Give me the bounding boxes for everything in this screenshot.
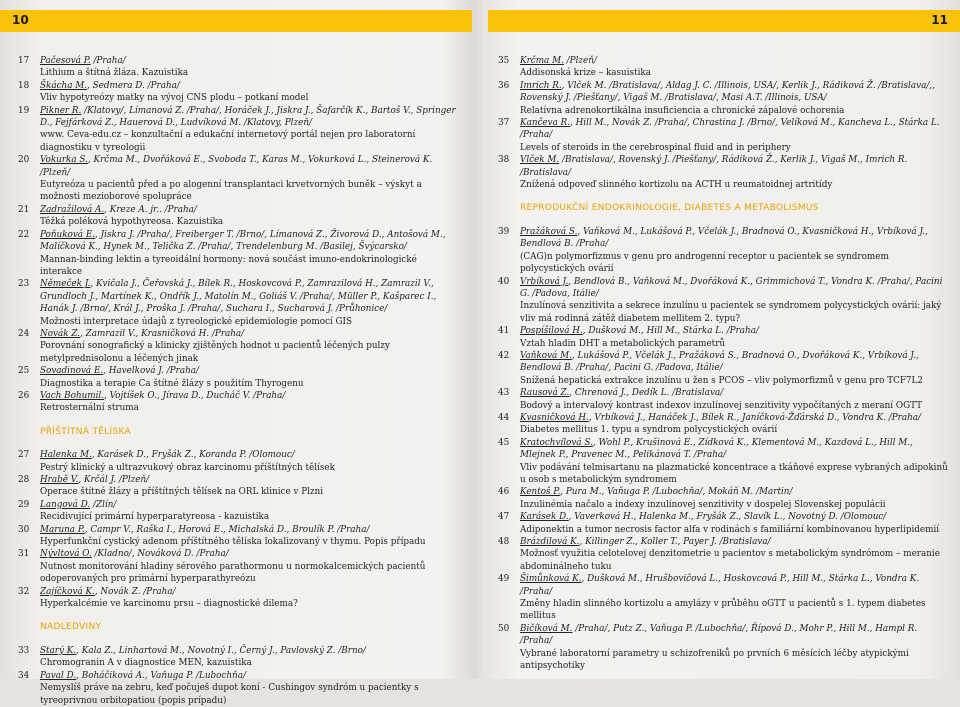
- entry-authors: [520, 486, 948, 498]
- lead-author: Starý K.: [40, 645, 77, 656]
- entry-authors: [520, 387, 948, 399]
- entry-title: Změny hladin slinného kortizolu a amylázy v průběhu oGTT u pacientů s 1. typem diabetes mellitus: [520, 599, 926, 622]
- entry-title: Inzulinémia načalo a indexy inzulínovej senzitivity v dospelej Slovenskej populácii: [520, 499, 886, 510]
- entry-number: 44: [498, 412, 510, 423]
- lead-author: Vokurka S.: [40, 155, 88, 166]
- lead-author: Škácha M.: [40, 80, 88, 91]
- entry-number: 42: [498, 350, 510, 361]
- abstract-entry: [18, 474, 460, 499]
- abstract-entry: [18, 586, 460, 611]
- co-authors: , Killinger Z., Koller T., Payer J. /Bratislava/: [579, 537, 771, 548]
- entry-authors: [520, 511, 948, 523]
- abstract-entry: [18, 80, 460, 105]
- entry-body: [520, 154, 948, 191]
- page-number-left: 10: [12, 13, 29, 27]
- entry-body: [520, 437, 948, 487]
- abstract-entry: [498, 325, 948, 350]
- lead-author: Vach Bohumil.: [40, 390, 105, 401]
- abstract-entry: [18, 229, 460, 279]
- entry-number: 40: [498, 276, 510, 287]
- abstract-entry: [18, 548, 460, 585]
- entry-list: [18, 645, 460, 707]
- lead-author: Šimůnková K.: [520, 574, 582, 585]
- entry-number: 46: [498, 487, 510, 498]
- lead-author: Krčma M.: [520, 56, 564, 66]
- lead-author: Vaňková M.: [520, 350, 572, 361]
- lead-author: Bičíková M.: [520, 623, 573, 634]
- entry-number: 28: [18, 475, 30, 485]
- entry-title: Nemyslíš práve na zebru, keď počuješ dupot koní - Cushingov syndróm u pacientky s tyreoprivnou orbitopatiou (popis prípadu): [40, 683, 419, 706]
- entry-title: Vliv podávání telmisartanu na plazmatické koncentrace a tkáňové exprese vybraných adipokinů u osob s metabolickým syndromem: [520, 462, 948, 485]
- abstract-entry: [498, 80, 948, 117]
- entry-body: [40, 390, 460, 415]
- entry-title: Diabetes mellitus 1. typu a syndrom polycystických ovárií: [520, 425, 778, 436]
- entry-number: 27: [18, 450, 30, 461]
- co-authors: , Krčál J. /Plzeň/: [78, 475, 150, 485]
- co-authors: , Jiskra J. /Praha/, Freiberger T. /Brno/, Límanová Z., Živorová D., Antošová M., Malíčková K., Hynek M., Telička Z. /Praha/, Trendelenburg M. /Basilej, Švýcarsko/: [40, 229, 446, 253]
- co-authors: , Vlček M. /Bratislava/, Aldag J. C. /Illinois, USA/, Kerlik J., Rádiková Ž. /Bratislava/,, Rovenský J. /Piešťany/, Vigaš M. /Bratislava/, Masi A.T. /Illinois, USA/: [520, 80, 935, 104]
- lead-author: Imrich R.: [520, 80, 562, 91]
- page-number-right: 11: [931, 13, 948, 27]
- entry-title: Vztah hladin DHT a metabolických parametrů: [520, 338, 726, 349]
- co-authors: , Kreze A. jr.. /Praha/: [104, 204, 197, 215]
- entry-title: Porovnání sonografický a klinicky zjištěných hodnot u pacientů léčených pulzy metylprednisolonu a léčených jinak: [40, 341, 390, 364]
- abstract-entry: [498, 486, 948, 511]
- entry-body: [520, 573, 948, 623]
- co-authors: , Campr V., Raška I., Horová E., Michalská D., Broulík P. /Praha/: [84, 524, 370, 535]
- entry-authors: [520, 226, 948, 251]
- entry-authors: [40, 80, 460, 92]
- co-authors: /Plzeň/: [563, 56, 597, 66]
- entry-title: Znížená odpoveď slinného kortizolu na ACTH u reumatoidnej artritídy: [520, 180, 833, 191]
- entry-number: 43: [498, 388, 510, 399]
- lead-author: Sovadinová E.: [40, 366, 104, 377]
- co-authors: , Lukášová P., Včelák J., Pražáková S., Bradnová O., Dvořáková K., Vrbíková J., Bendlová B. /Praha/, Pacini G. /Padova, Itálie/: [520, 350, 919, 374]
- entry-title: Těžká poléková hypothyreosa. Kazuistika: [40, 217, 224, 228]
- co-authors: /Klatovy/, Límanová Z. /Praha/, Horáček J., Jiskra J., Šafarčík K., Bartoš V., Springer D., Fejfárková Z., Hauerová D., Ludvíková M. /Klatovy, Plzeň/: [40, 105, 456, 129]
- entry-title: Diagnostika a terapie Ca štítné žlázy s použitím Thyrogenu: [40, 378, 304, 389]
- entry-authors: [40, 645, 460, 657]
- entry-body: [520, 486, 948, 511]
- header-bar-left: [0, 10, 472, 32]
- lead-author: Paval D.: [40, 670, 77, 681]
- entry-title: (CAG)n polymorfizmus v genu pro androgenní receptor u pacientek se syndromem polycystických ovárií: [520, 251, 889, 275]
- co-authors: , Vojtíšek O., Jírava D., Ducháč V. /Praha/: [104, 390, 286, 401]
- entry-number: 23: [18, 279, 30, 290]
- abstract-entry: [498, 536, 948, 573]
- entry-authors: [520, 573, 948, 598]
- entry-authors: [40, 154, 460, 179]
- lead-author: Pačesová P.: [40, 56, 91, 66]
- entry-authors: [40, 548, 460, 560]
- co-authors: , Kala Z., Linhartová M., Novotný I., Černý J., Pavlovský Z. /Brno/: [76, 645, 366, 656]
- lead-author: Pražáková S.: [520, 226, 578, 237]
- entry-body: [40, 474, 460, 499]
- entry-authors: [40, 365, 460, 377]
- co-authors: , Bendlová B., Vaňková M., Dvořáková K., Grimmichová T., Vondra K. /Praha/, Pacini G. /Padova, Itálie/: [520, 276, 943, 299]
- entry-number: 24: [18, 328, 30, 339]
- entry-authors: [40, 474, 460, 486]
- entry-list: [18, 55, 460, 415]
- lead-author: Novák Z.: [40, 328, 81, 339]
- lead-author: Hrabě V.: [40, 475, 79, 485]
- entry-title: Bodový a intervalový kontrast indexov inzulínovej senzitivity vypočítaných z meraní OGTT: [520, 400, 922, 411]
- section-heading: REPRODUKČNÍ ENDOKRINOLOGIE, DIABETES A METABOLISMUS: [520, 203, 819, 214]
- abstract-entry: [498, 511, 948, 536]
- section-heading: PŘÍŠTÍTNÁ TĚLÍSKA: [40, 426, 132, 437]
- entry-body: [40, 154, 460, 204]
- entry-title: Vybrané laboratorní parametry u schizofreniků po prvních 6 měsících léčby atypickými antipsychotiky: [520, 648, 909, 672]
- entry-number: 50: [498, 623, 510, 634]
- entry-authors: [40, 328, 460, 340]
- entry-body: [40, 449, 460, 474]
- entry-body: [40, 328, 460, 365]
- lead-author: Karásek D.: [520, 512, 569, 523]
- entry-title: Retrosternální struma: [40, 403, 139, 414]
- abstract-entry: [18, 105, 460, 155]
- entry-title: Možnosť využitia celotelovej denzitometrie u pacientov s metabolickým syndrómom – meranie abdominálneho tuku: [520, 549, 940, 572]
- lead-author: Kvasničková H.: [520, 412, 589, 423]
- entry-number: 48: [498, 537, 510, 548]
- co-authors: , Pura M., Vaňuga P. /Lubochňa/, Mokáň M. /Martin/: [560, 487, 793, 498]
- lead-author: Kančeva R.: [520, 118, 571, 129]
- co-authors: , Novák Z. /Praha/: [94, 586, 176, 597]
- abstract-entry: [498, 573, 948, 623]
- entry-authors: [40, 499, 460, 511]
- entry-number: 25: [18, 366, 30, 377]
- entry-body: [40, 548, 460, 585]
- entry-authors: [40, 524, 460, 536]
- entry-number: 21: [18, 204, 30, 215]
- abstract-entry: [18, 55, 460, 80]
- lead-author: Kentoš P.: [520, 487, 561, 498]
- co-authors: /Praha/: [90, 56, 126, 66]
- lead-author: Němeček J.: [40, 279, 91, 290]
- entry-number: 26: [18, 390, 30, 401]
- lead-author: Pospíšilová H.: [520, 326, 583, 337]
- entry-list: [498, 226, 948, 673]
- entry-authors: [520, 154, 948, 179]
- co-authors: , Chrenová J., Dedík L. /Bratislava/: [569, 388, 724, 399]
- entry-body: [40, 278, 460, 328]
- entry-number: 45: [498, 437, 510, 448]
- lead-author: Vlček M.: [520, 155, 560, 166]
- entry-authors: [520, 117, 948, 142]
- entry-authors: [520, 350, 948, 375]
- entry-number: 49: [498, 574, 510, 585]
- entry-number: 38: [498, 155, 510, 166]
- header-band: [0, 0, 960, 44]
- entry-number: 22: [18, 229, 30, 240]
- co-authors: , Krčma M., Dvořáková E., Svoboda T., Karas M., Vokurková L., Steinerová K. /Plzeň/: [40, 155, 433, 178]
- abstract-entry: [18, 365, 460, 390]
- co-authors: , Vaňková M., Lukášová P., Včelák J., Bradnová O., Kvasničková H., Vrbíková J., Bendlová B. /Praha/: [520, 226, 928, 250]
- entry-number: 18: [18, 80, 30, 91]
- entry-body: [520, 55, 948, 80]
- entry-title: Chromogranin A v diagnostice MEN, kazuistika: [40, 658, 252, 669]
- entry-authors: [520, 325, 948, 337]
- abstract-entry: [18, 328, 460, 365]
- entry-authors: [40, 105, 460, 130]
- entry-body: [520, 511, 948, 536]
- entry-number: 47: [498, 512, 510, 523]
- abstract-entry: [498, 117, 948, 154]
- co-authors: , Kvičala J., Čeřovská J., Bílek R., Hoskovcová P., Zamrazilová H., Zamrazil V., Grundloch J., Martínek K., Ondřík J., Matolín M., Goliáš V. /Praha/, Müller P., Kašparec I., Hanák J. /Brno/, Král J., Proška J. /Praha/, Suchara I., Sucharová J. /Průhonice/: [40, 279, 437, 315]
- abstract-entry: [498, 387, 948, 412]
- entry-authors: [40, 586, 460, 598]
- abstract-entry: [498, 154, 948, 191]
- lead-author: Nývltová O.: [40, 549, 92, 560]
- page-right: [498, 55, 948, 673]
- entry-body: [40, 80, 460, 105]
- entry-body: [520, 536, 948, 573]
- entry-authors: [520, 55, 948, 67]
- entry-body: [520, 80, 948, 117]
- section-heading: NADLEDVINY: [40, 622, 102, 633]
- co-authors: /Kladno/, Nováková D. /Praha/: [91, 549, 229, 560]
- lead-author: Brázdilová K.: [520, 537, 580, 548]
- entry-title: Možnosti interpretace údajů z tyreologické epidemiologie pomocí GIS: [40, 316, 353, 327]
- entry-title: Hyperkalcémie ve karcinomu prsu – diagnostické dilema?: [40, 599, 298, 610]
- lead-author: Langová D.: [40, 499, 91, 510]
- entry-title: Levels of steroids in the cerebrospinal fluid and in periphery: [520, 142, 791, 153]
- entry-authors: [520, 276, 948, 301]
- lead-author: Rausová Z.: [520, 388, 570, 399]
- entry-authors: [40, 229, 460, 254]
- entry-title: Eutyreóza u pacientů před a po alogenní transplantaci krvetvorných buněk – výskyt a možnosti mezioborové spolupráce: [40, 180, 422, 203]
- abstract-entry: [18, 278, 460, 328]
- entry-number: 41: [498, 326, 510, 337]
- co-authors: , Vrbíková J., Hanáček J., Bílek R., Janíčková-Žďárská D., Vondra K. /Praha/: [588, 412, 921, 423]
- entry-title: Pestrý klinický a ultrazvukový obraz karcinomu příštítných tělísek: [40, 462, 335, 473]
- abstract-entry: [498, 437, 948, 487]
- entry-authors: [520, 437, 948, 462]
- co-authors: , Wohl P., Krušinová E., Zídková K., Klementová M., Kazdová L., Hill M., Mlejnek P., Pravenec M., Pelikánová T. /Praha/: [520, 437, 913, 461]
- co-authors: , Hill M., Novák Z. /Praha/, Chrastina J. /Brno/, Velíková M., Kancheva L., Stárka L. /Praha/: [520, 118, 940, 141]
- entry-body: [40, 105, 460, 155]
- entry-number: 36: [498, 80, 510, 91]
- entry-title: Inzulínová senzitivita a sekrece inzulínu u pacientek se syndromem polycystických ovárií: jaký vliv má rodinná zátěž diabetem mellitem 2. typu?: [520, 301, 942, 324]
- co-authors: , Havelková J. /Praha/: [103, 366, 199, 377]
- entry-number: 29: [18, 499, 30, 510]
- entry-body: [520, 387, 948, 412]
- entry-body: [40, 524, 460, 549]
- entry-authors: [40, 278, 460, 315]
- co-authors: /Praha/, Putz Z., Vaňuga P. /Lubochňa/, Řípová D., Mohr P., Hill M., Hampl R. /Praha/: [520, 623, 918, 647]
- co-authors: /Bratislava/, Rovenský J. /Piešťany/, Rádiková Ž., Kerlik J., Vigaš M., Imrich R. /Bratislava/: [520, 155, 908, 178]
- co-authors: , Vaverková H., Halenka M., Fryšák Z., Slavík L., Novotný D. /Olomouc/: [568, 512, 887, 523]
- entry-number: 32: [18, 586, 30, 597]
- abstract-entry: [18, 204, 460, 229]
- co-authors: , Sedmera D. /Praha/: [87, 80, 180, 91]
- abstract-entry: [18, 449, 460, 474]
- abstract-entry: [498, 623, 948, 673]
- entry-number: 20: [18, 155, 30, 166]
- entry-authors: [520, 412, 948, 424]
- entry-title: Vliv hypotyreózy matky na vývoj CNS plodu – potkaní model: [40, 93, 309, 104]
- entry-body: [40, 670, 460, 707]
- entry-title: Operace štítné žlázy a příštítných tělísek na ORL klinice v Plzni: [40, 487, 324, 498]
- entry-body: [520, 226, 948, 276]
- entry-authors: [520, 623, 948, 648]
- abstract-entry: [18, 645, 460, 670]
- entry-title: Snížená hepatická extrakce inzulínu u žen s PCOS – vliv polymorfizmů v genu pro TCF7L2: [520, 375, 923, 386]
- co-authors: , Zamrazil V., Krasničková H. /Praha/: [80, 328, 245, 339]
- lead-author: Vrbíková J.: [520, 276, 569, 287]
- entry-number: 31: [18, 549, 30, 560]
- entry-authors: [40, 390, 460, 402]
- lead-author: Pikner R.: [40, 105, 82, 116]
- entry-authors: [520, 536, 948, 548]
- entry-title: Mannan-binding lektin a tyreoidální hormony: nová součást imuno-endokrinologické interakce: [40, 254, 417, 277]
- entry-body: [40, 229, 460, 279]
- entry-title: Nutnost monitorování hladiny sérového parathormonu u normokalcemických pacientů odoperovaných pro primární hyperparathyreózu: [40, 561, 426, 585]
- abstract-entry: [498, 226, 948, 276]
- entry-authors: [40, 670, 460, 682]
- entry-number: 17: [18, 56, 30, 66]
- entry-body: [520, 350, 948, 387]
- abstract-entry: [18, 154, 460, 204]
- entry-title: Relatívna adrenokortikálna insuficiencia a chronické zápalové ochorenia: [520, 105, 845, 116]
- co-authors: , Dušková M., Hrušbovičová L., Hoskovcová P., Hill M., Stárka L., Vondra K. /Praha/: [520, 574, 920, 597]
- entry-number: 34: [18, 670, 30, 681]
- entry-list: [18, 449, 460, 610]
- lead-author: Halenka M.: [40, 450, 92, 461]
- co-authors: , Dušková M., Hill M., Stárka L. /Praha/: [582, 326, 759, 337]
- entry-number: 30: [18, 524, 30, 535]
- entry-number: 19: [18, 105, 30, 116]
- abstract-entry: [18, 390, 460, 415]
- entry-list: [498, 55, 948, 191]
- entry-authors: [40, 55, 460, 67]
- abstract-entry: [498, 55, 948, 80]
- lead-author: Zajíčková K.: [40, 586, 95, 597]
- entry-body: [40, 365, 460, 390]
- entry-body: [520, 623, 948, 673]
- lead-author: Maruna P.: [40, 524, 85, 535]
- page-left: [18, 55, 460, 707]
- entry-number: 35: [498, 56, 510, 66]
- co-authors: , Karásek D., Fryšák Z., Koranda P. /Olomouc/: [91, 450, 295, 461]
- co-authors: /Zlín/: [90, 499, 117, 510]
- entry-title: Lithium a štítná žláza. Kazuistika: [40, 68, 189, 79]
- abstract-entry: [498, 350, 948, 387]
- entry-title: Recidivující primární hyperparatyreosa - kazuistika: [40, 512, 270, 523]
- co-authors: , Boháčiková A., Vaňuga P. /Lubochňa/: [76, 670, 246, 681]
- entry-body: [520, 325, 948, 350]
- entry-body: [520, 117, 948, 154]
- entry-body: [520, 412, 948, 437]
- entry-body: [40, 55, 460, 80]
- lead-author: Poňuková E.: [40, 229, 96, 240]
- header-bar-right: [488, 10, 960, 32]
- lead-author: Zadražilová A.: [40, 204, 105, 215]
- entry-body: [40, 645, 460, 670]
- entry-authors: [40, 204, 460, 216]
- abstract-entry: [18, 524, 460, 549]
- abstract-entry: [18, 499, 460, 524]
- entry-authors: [520, 80, 948, 105]
- entry-number: 39: [498, 226, 510, 237]
- abstract-entry: [498, 412, 948, 437]
- entry-title: Hyperfunkční cystický adenom příštítného tělíska lokalizovaný v thymu. Popis případu: [40, 537, 426, 548]
- abstract-entry: [498, 276, 948, 326]
- entry-title: Addisonská krize – kasuistika: [520, 68, 651, 79]
- entry-title: Adiponektin a tumor necrosis factor alfa v rodinách s familiární kombinovanou hyperlipidemií: [520, 524, 940, 535]
- entry-number: 37: [498, 118, 510, 129]
- entry-body: [520, 276, 948, 326]
- entry-body: [40, 499, 460, 524]
- entry-title: www. Ceva-edu.cz – konzultační a edukační internetový portál nejen pro laboratorní diagnostiku v tyreologii: [40, 130, 416, 153]
- abstract-entry: [18, 670, 460, 707]
- lead-author: Kratochvílová S.: [520, 437, 593, 448]
- entry-body: [40, 586, 460, 611]
- entry-body: [40, 204, 460, 229]
- entry-number: 33: [18, 645, 30, 656]
- entry-authors: [40, 449, 460, 461]
